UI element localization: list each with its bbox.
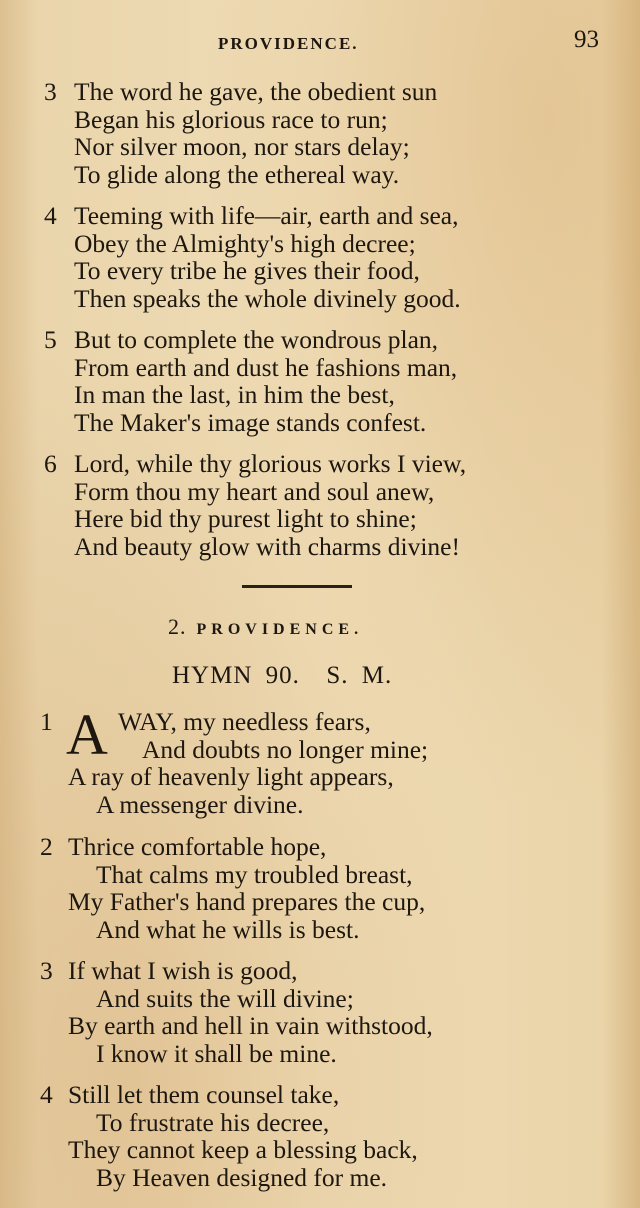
verse-line: By Heaven designed for me. (96, 1162, 388, 1192)
verse-line: Then speaks the whole divinely good. (74, 283, 461, 313)
stanza-number: 4 (44, 201, 57, 230)
verse-line: Nor silver moon, nor stars delay; (74, 132, 410, 161)
stanza-number: 2 (40, 832, 53, 861)
stanza-number: 1 (40, 707, 53, 736)
section-title: PROVIDENCE. (196, 621, 364, 638)
verse-line: A messenger divine. (96, 789, 304, 819)
running-title: PROVIDENCE. (218, 34, 359, 53)
stanza-number: 3 (44, 77, 57, 106)
verse-line: WAY, my needless fears, (118, 707, 371, 736)
verse-line: To every tribe he gives their food, (74, 256, 420, 285)
hymn-meter: S. M. (326, 662, 393, 689)
verse-line: To glide along the ethereal way. (74, 159, 400, 189)
stanza-number: 5 (44, 325, 57, 354)
verse-line: But to complete the wondrous plan, (74, 325, 439, 354)
verse-line: If what I wish is good, (68, 956, 298, 985)
verse-line: That calms my troubled breast, (96, 859, 413, 889)
verse-line: Began his glorious race to run; (74, 104, 388, 134)
verse-line: The Maker's image stands confest. (74, 407, 427, 437)
stanza-number: 6 (44, 449, 57, 478)
section-number: 2. (168, 614, 187, 639)
running-head (0, 26, 640, 58)
verse-line: My Father's hand prepares the cup, (68, 887, 426, 916)
verse-line: In man the last, in him the best, (74, 380, 395, 409)
verse-line: Thrice comfortable hope, (68, 832, 327, 861)
stanza-number: 3 (40, 956, 53, 985)
verse-line: And beauty glow with charms divine! (74, 531, 460, 561)
verse-line: A ray of heavenly light appears, (68, 762, 394, 791)
verse-line: Here bid thy purest light to shine; (74, 504, 417, 533)
stanza-number: 4 (40, 1080, 53, 1109)
verse-line: Teeming with life—air, earth and sea, (74, 201, 459, 230)
verse-line: And suits the will divine; (96, 983, 354, 1013)
verse-line: By earth and hell in vain withstood, (68, 1011, 433, 1040)
verse-line: Still let them counsel take, (68, 1080, 340, 1109)
hymn-title: HYMN 90. (172, 662, 300, 689)
verse-line: The word he gave, the obedient sun (74, 77, 438, 106)
verse-line: I know it shall be mine. (96, 1038, 337, 1068)
verse-line: And doubts no longer mine; (142, 734, 429, 764)
drop-cap: A (66, 702, 108, 767)
verse-line: Lord, while thy glorious works I view, (74, 449, 467, 478)
section-heading (168, 614, 363, 640)
verse-line: From earth and dust he fashions man, (74, 352, 458, 382)
verse-line: And what he wills is best. (96, 914, 360, 944)
section-divider (242, 585, 352, 588)
hymn-heading (172, 662, 392, 690)
verse-line: Obey the Almighty's high decree; (74, 228, 416, 258)
verse-line: Form thou my heart and soul anew, (74, 476, 435, 506)
page-number: 93 (574, 26, 599, 53)
verse-line: To frustrate his decree, (96, 1107, 330, 1137)
verse-line: They cannot keep a blessing back, (68, 1135, 418, 1164)
